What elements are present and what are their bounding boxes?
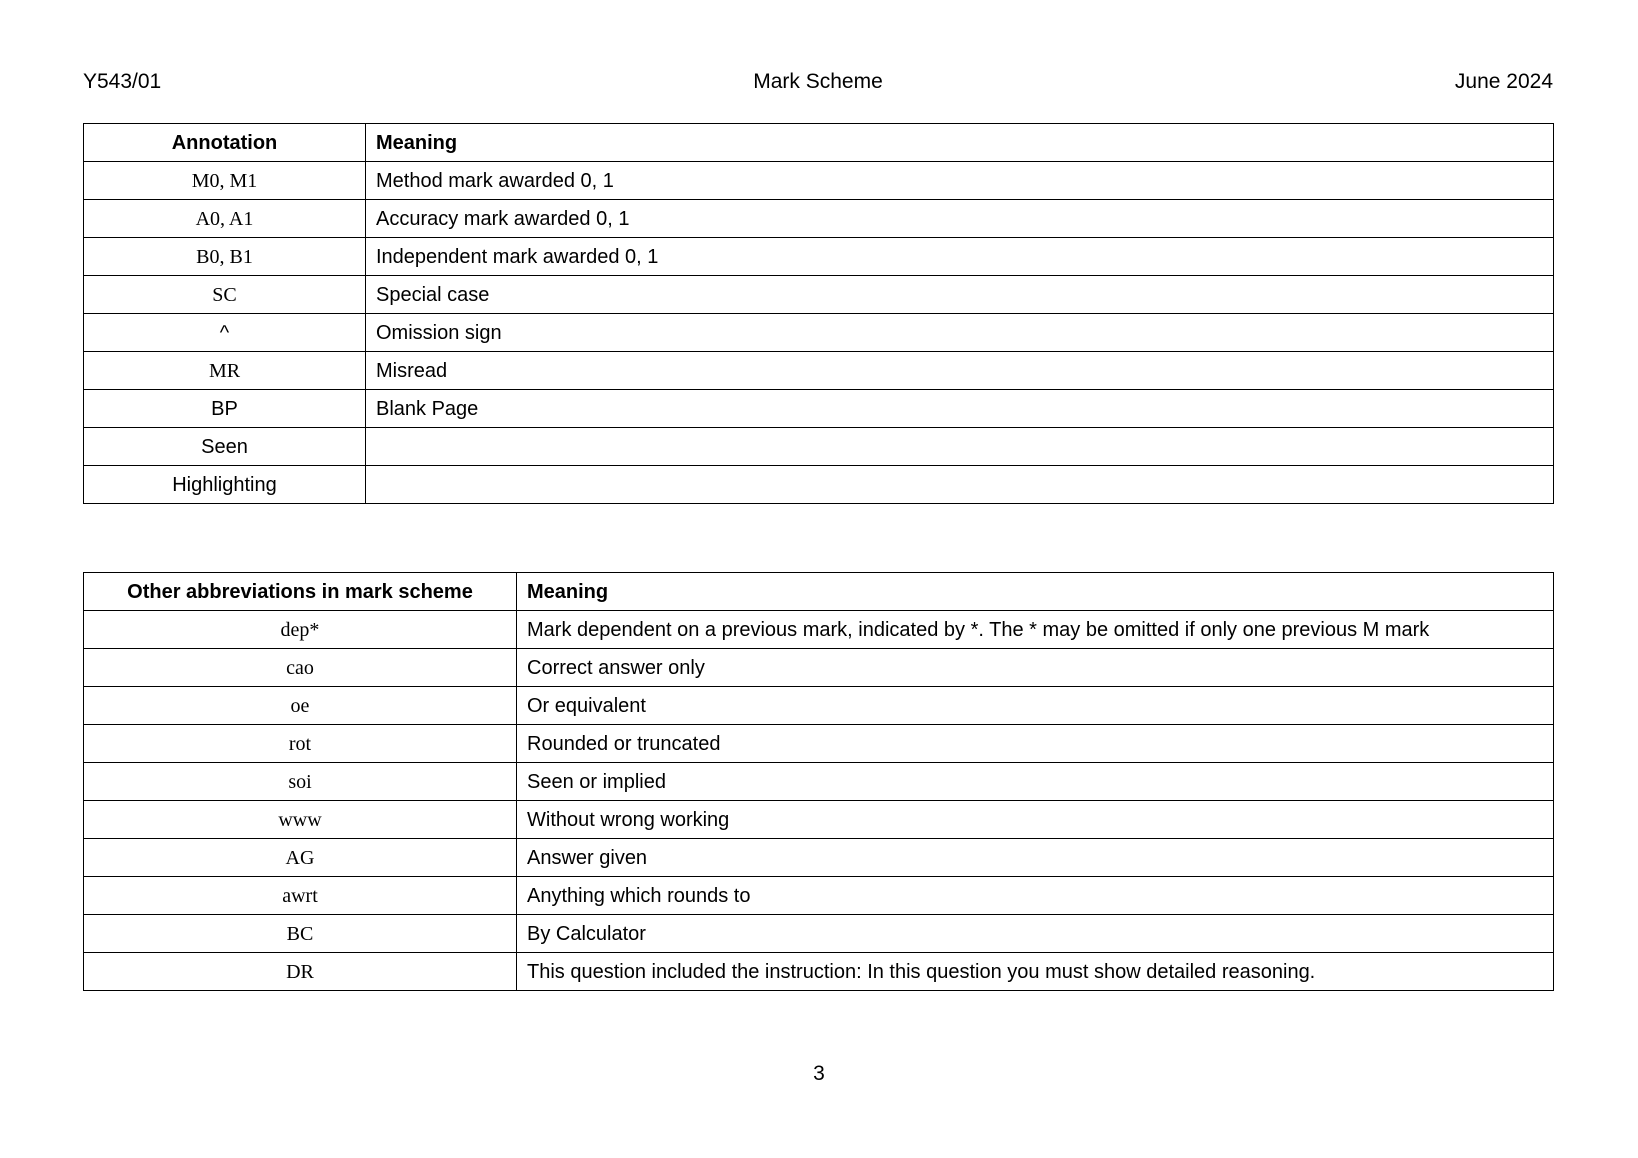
- row-code: SC: [84, 276, 366, 314]
- row-code: awrt: [84, 877, 517, 915]
- table-row: [84, 466, 1554, 504]
- row-code: A0, A1: [84, 200, 366, 238]
- row-code: DR: [84, 953, 517, 991]
- row-code: cao: [84, 649, 517, 687]
- row-code: B0, B1: [84, 238, 366, 276]
- row-meaning: Mark dependent on a previous mark, indicated by *. The * may be omitted if only one previous M mark: [517, 611, 1554, 649]
- row-code: dep*: [84, 611, 517, 649]
- column-header-abbreviation: Other abbreviations in mark scheme: [84, 573, 517, 611]
- row-code: ^: [84, 314, 366, 352]
- row-code: BC: [84, 915, 517, 953]
- row-code: www: [84, 801, 517, 839]
- page-header: [83, 68, 1553, 96]
- row-meaning: Rounded or truncated: [517, 725, 1554, 763]
- abbreviations-table: [83, 572, 1554, 991]
- row-code: BP: [84, 390, 366, 428]
- row-code: rot: [84, 725, 517, 763]
- table-header-row: [84, 124, 1554, 162]
- column-header-meaning: Meaning: [366, 124, 1554, 162]
- row-code: M0, M1: [84, 162, 366, 200]
- row-meaning: Seen or implied: [517, 763, 1554, 801]
- row-code: Highlighting: [84, 466, 366, 504]
- row-meaning: Accuracy mark awarded 0, 1: [366, 200, 1554, 238]
- table-row: [84, 200, 1554, 238]
- row-code: MR: [84, 352, 366, 390]
- table-row: [84, 314, 1554, 352]
- row-meaning: Anything which rounds to: [517, 877, 1554, 915]
- abbreviations-table-body: [84, 611, 1554, 991]
- column-header-meaning: Meaning: [517, 573, 1554, 611]
- table-row: [84, 687, 1554, 725]
- paper-code: Y543/01: [83, 70, 162, 93]
- annotations-table-body: [84, 162, 1554, 504]
- row-meaning: Correct answer only: [517, 649, 1554, 687]
- row-meaning: Without wrong working: [517, 801, 1554, 839]
- row-meaning: Independent mark awarded 0, 1: [366, 238, 1554, 276]
- row-meaning: Method mark awarded 0, 1: [366, 162, 1554, 200]
- row-code: Seen: [84, 428, 366, 466]
- table-row: [84, 915, 1554, 953]
- annotations-table: [83, 123, 1554, 504]
- table-row: [84, 390, 1554, 428]
- row-meaning: Blank Page: [366, 390, 1554, 428]
- table-row: [84, 611, 1554, 649]
- row-code: oe: [84, 687, 517, 725]
- table-row: [84, 839, 1554, 877]
- row-meaning: Special case: [366, 276, 1554, 314]
- table-row: [84, 801, 1554, 839]
- table-row: [84, 649, 1554, 687]
- row-meaning: Omission sign: [366, 314, 1554, 352]
- row-meaning: Answer given: [517, 839, 1554, 877]
- row-meaning: Misread: [366, 352, 1554, 390]
- row-meaning: By Calculator: [517, 915, 1554, 953]
- row-code: soi: [84, 763, 517, 801]
- table-row: [84, 428, 1554, 466]
- table-header-row: [84, 573, 1554, 611]
- column-header-annotation: Annotation: [84, 124, 366, 162]
- table-row: [84, 763, 1554, 801]
- table-row: [84, 162, 1554, 200]
- document-title: Mark Scheme: [753, 70, 883, 93]
- page-number: 3: [813, 1062, 825, 1085]
- row-meaning: [366, 428, 1554, 466]
- row-meaning: Or equivalent: [517, 687, 1554, 725]
- row-meaning: This question included the instruction: In this question you must show detailed reasoning.: [517, 953, 1554, 991]
- table-row: [84, 238, 1554, 276]
- exam-date: June 2024: [1454, 70, 1553, 93]
- table-row: [84, 352, 1554, 390]
- table-row: [84, 276, 1554, 314]
- row-meaning: [366, 466, 1554, 504]
- table-row: [84, 953, 1554, 991]
- table-row: [84, 725, 1554, 763]
- row-code: AG: [84, 839, 517, 877]
- table-row: [84, 877, 1554, 915]
